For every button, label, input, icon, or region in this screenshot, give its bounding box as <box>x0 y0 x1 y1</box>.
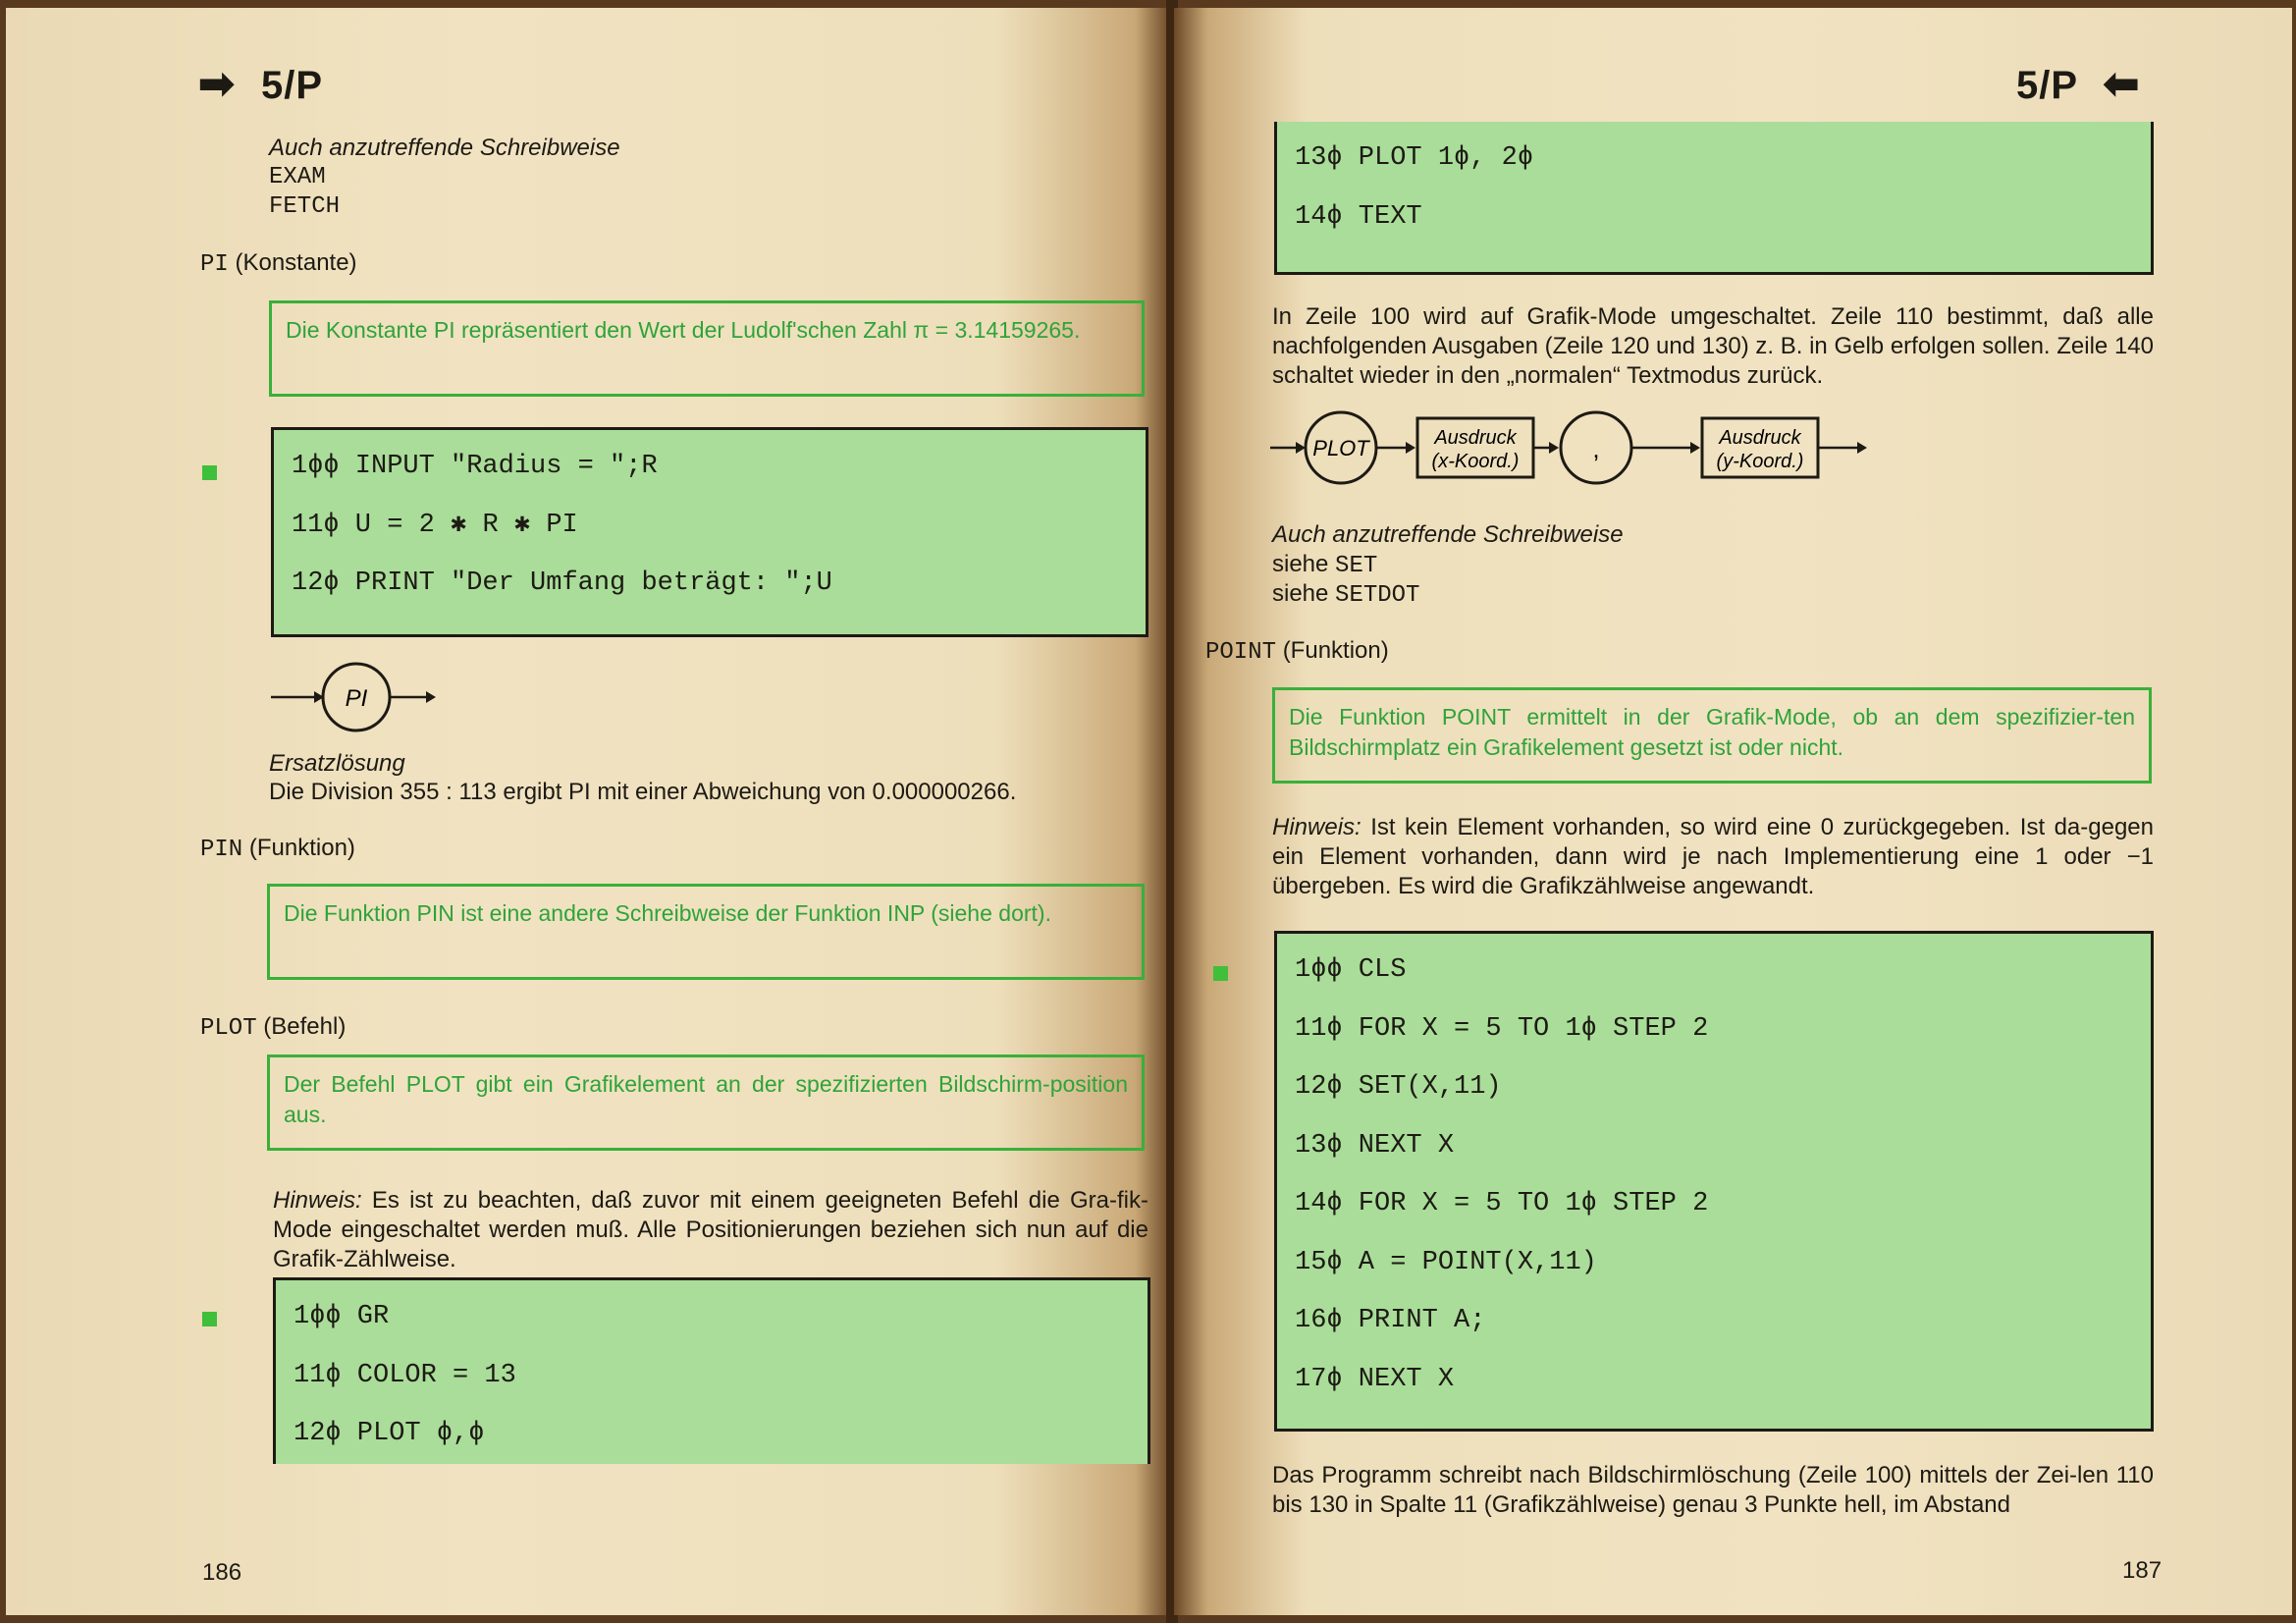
term-plot <box>200 1013 346 1042</box>
paragraph-program-explanation: Das Programm schreibt nach Bildschirmlöschung (Zeile 100) mittels der Zei-len 110 bis 130 in Spalte 11 (Grafikzählweise) genau 3 Punkte hell, im Abstand <box>1272 1462 2154 1518</box>
plot-definition-box: Der Befehl PLOT gibt ein Grafikelement an der spezifizierten Bildschirm-position aus. <box>267 1055 1145 1151</box>
diagram-box2-line2: (y-Koord.) <box>1716 451 1804 472</box>
example-bullet <box>202 465 217 480</box>
alt-line-setdot <box>1272 579 1419 611</box>
hint-label: Hinweis: <box>1272 814 1362 840</box>
point-code-block <box>1274 931 2154 1432</box>
diagram-box1-line1: Ausdruck <box>1434 427 1517 449</box>
plot-syntax-diagram-end <box>1690 408 1887 491</box>
alt-line-keyword: SET <box>1335 553 1378 579</box>
code-line: 1ϕϕ GR <box>294 1302 390 1331</box>
hint-text: Ist kein Element vorhanden, so wird eine 0 zurückgegeben. Ist da-gegen ein Element vorhanden, dann wird je nach Implementierung eine 1 oder −1 übergeben. Es wird die Grafikzählweise angewandt. <box>1272 814 2155 899</box>
term-point-kind: (Funktion) <box>1282 637 1389 664</box>
alt-spelling-title-right: Auch anzutreffende Schreibweise <box>1272 521 1624 548</box>
term-pi <box>200 249 357 278</box>
continued-code-block <box>1274 122 2154 275</box>
paragraph-plot-explanation: In Zeile 100 wird auf Grafik-Mode umgeschaltet. Zeile 110 bestimmt, daß alle nachfolgenden Ausgaben (Zeile 120 und 130) z. B. in Gelb erfolgen sollen. Zeile 140 schaltet wieder in den „normalen“ Textmodus zurück. <box>1272 303 2154 389</box>
hint-label: Hinweis: <box>273 1187 362 1214</box>
code-line: 11ϕ COLOR = 13 <box>294 1360 516 1390</box>
code-line: 15ϕ A = POINT(X,11) <box>1295 1247 1597 1277</box>
pin-definition-box: Die Funktion PIN ist eine andere Schreibweise der Funktion INP (siehe dort). <box>267 884 1145 980</box>
pi-definition-box: Die Konstante PI repräsentiert den Wert der Ludolf'schen Zahl π = 3.14159265. <box>269 300 1145 397</box>
diagram-box2-line1: Ausdruck <box>1719 427 1801 449</box>
plot-diagram-circle-label: PLOT <box>1312 436 1369 460</box>
point-hint <box>1272 813 2154 901</box>
code-line: 13ϕ NEXT X <box>1295 1130 1455 1161</box>
left-header <box>198 59 323 109</box>
term-pin-keyword: PIN <box>200 837 243 863</box>
page-number-right: 187 <box>2122 1557 2163 1584</box>
hint-text: Es ist zu beachten, daß zuvor mit einem geeigneten Befehl die Gra-fik-Mode eingeschaltet werden muß. Alle Positionierungen beziehen sich nun auf die Grafik-Zählweise. <box>273 1187 1148 1272</box>
term-pin-kind: (Funktion) <box>248 835 355 861</box>
code-line: 11ϕ U = 2 ✱ R ✱ PI <box>292 510 578 540</box>
example-bullet <box>202 1312 217 1326</box>
code-line: 12ϕ SET(X,11) <box>1295 1072 1502 1102</box>
pi-code-block <box>271 427 1148 637</box>
term-plot-keyword: PLOT <box>200 1015 257 1042</box>
code-line: 14ϕ FOR X = 5 TO 1ϕ STEP 2 <box>1295 1189 1709 1218</box>
diagram-comma-label: , <box>1592 434 1600 463</box>
code-line: 16ϕ PRINT A; <box>1295 1306 1486 1335</box>
point-definition-box: Die Funktion POINT ermittelt in der Grafik-Mode, ob an dem spezifizier-ten Bildschirmplatz ein Grafikelement gesetzt ist oder nicht. <box>1272 687 2152 784</box>
alt-spelling-title: Auch anzutreffende Schreibweise <box>269 135 620 161</box>
alt-word-exam: EXAM <box>269 164 326 190</box>
diagram-box1-line2: (x-Koord.) <box>1431 451 1520 472</box>
code-line: 13ϕ PLOT 1ϕ, 2ϕ <box>1295 143 1534 173</box>
term-pi-kind: (Konstante) <box>235 249 357 276</box>
plot-syntax-diagram <box>1268 408 1700 491</box>
alt-line-keyword: SETDOT <box>1335 582 1420 609</box>
alt-line-prefix: siehe <box>1272 551 1336 577</box>
code-line: 1ϕϕ CLS <box>1295 955 1407 985</box>
plot-hint <box>273 1186 1148 1274</box>
example-bullet <box>1213 966 1228 981</box>
left-header-label: 5/P <box>261 64 324 107</box>
code-line: 11ϕ FOR X = 5 TO 1ϕ STEP 2 <box>1295 1013 1709 1044</box>
right-header <box>2016 59 2140 109</box>
pi-diagram-label: PI <box>345 685 368 712</box>
code-line: 12ϕ PLOT ϕ,ϕ <box>294 1419 485 1448</box>
page-number-left: 186 <box>202 1559 242 1586</box>
right-page <box>1174 8 2292 1615</box>
term-pi-keyword: PI <box>200 251 229 278</box>
left-page <box>6 8 1170 1615</box>
alt-line-set <box>1272 550 1377 581</box>
right-arrow-icon: ➡ <box>198 60 236 108</box>
plot-code-block <box>273 1277 1150 1464</box>
right-header-label: 5/P <box>2016 64 2078 107</box>
code-line: 14ϕ TEXT <box>1295 201 1422 232</box>
term-point <box>1205 637 1389 666</box>
ersatz-text: Die Division 355 : 113 ergibt PI mit einer Abweichung von 0.000000266. <box>269 779 1017 805</box>
left-arrow-icon: ⬅ <box>2103 60 2141 108</box>
code-line: 12ϕ PRINT "Der Umfang beträgt: ";U <box>292 568 832 598</box>
pi-syntax-diagram <box>269 661 446 739</box>
term-point-keyword: POINT <box>1205 639 1277 666</box>
code-line: 17ϕ NEXT X <box>1295 1364 1455 1394</box>
code-line: 1ϕϕ INPUT "Radius = ";R <box>292 452 658 481</box>
ersatz-title: Ersatzlösung <box>269 750 405 777</box>
term-pin <box>200 835 355 863</box>
alt-line-prefix: siehe <box>1272 580 1336 607</box>
term-plot-kind: (Befehl) <box>263 1013 347 1040</box>
alt-word-fetch: FETCH <box>269 193 341 220</box>
